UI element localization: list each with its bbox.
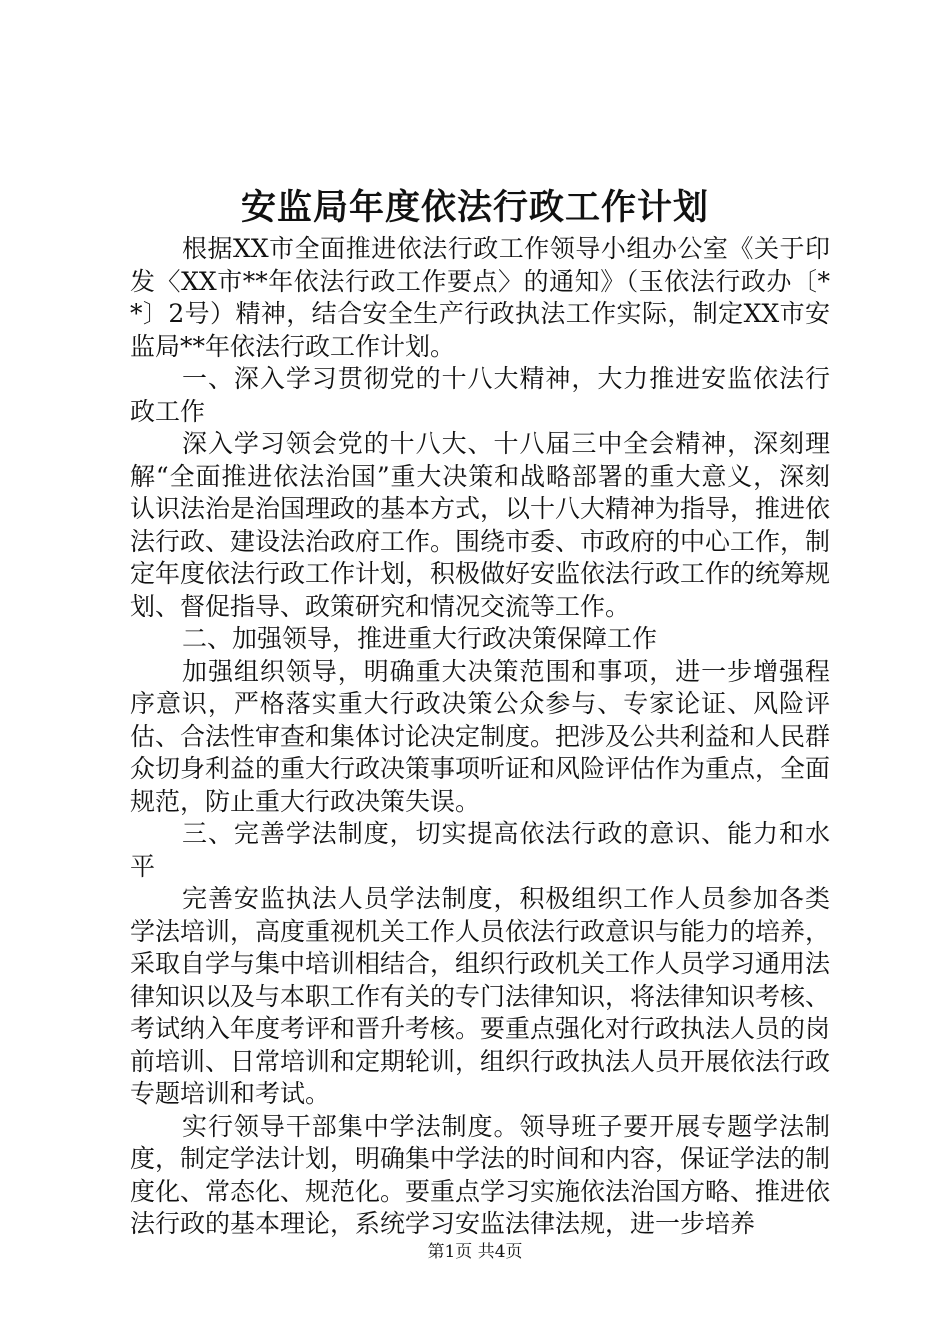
page-footer: 第1页 共4页 (427, 1242, 523, 1262)
section-paragraph-3b: 实行领导干部集中学法制度。领导班子要开展专题学法制度，制定学法计划，明确集中学法的时间和内容，保证学法的制度化、常态化、规范化。要重点学习实施依法治国方略、推进依法行政的基本理论，系统学习安监法律法规，进一步培养 (130, 1111, 831, 1238)
section-heading-3: 三、完善学法制度，切实提高依法行政的意识、能力和水平 (130, 819, 830, 881)
intro-paragraph: 根据XX市全面推进依法行政工作领导小组办公室《关于印发〈XX市**年依法行政工作要点〉的通知》（玉依法行政办〔**〕2号）精神，结合安全生产行政执法工作实际，制定XX市安监局**年依法行政工作计划。 (130, 234, 830, 361)
section-paragraph-2: 加强组织领导，明确重大决策范围和事项，进一步增强程序意识，严格落实重大行政决策公众参与、专家论证、风险评估、合法性审查和集体讨论决定制度。把涉及公共利益和人民群众切身利益的重大行政决策事项听证和风险评估作为重点，全面规范，防止重大行政决策失误。 (130, 656, 831, 816)
section-heading-2: 二、加强领导，推进重大行政决策保障工作 (182, 624, 658, 653)
document-title: 安监局年度依法行政工作计划 (240, 187, 709, 228)
section-paragraph-1: 深入学习领会党的十八大、十八届三中全会精神，深刻理解“全面推进依法治国”重大决策和战略部署的重大意义，深刻认识法治是治国理政的基本方式，以十八大精神为指导，推进依法行政、建设法治政府工作。围绕市委、市政府的中心工作，制定年度依法行政工作计划，积极做好安监依法行政工作的统筹规划、督促指导、政策研究和情况交流等工作。 (130, 429, 831, 621)
section-paragraph-3a: 完善安监执法人员学法制度，积极组织工作人员参加各类学法培训，高度重视机关工作人员依法行政意识与能力的培养，采取自学与集中培训相结合，组织行政机关工作人员学习通用法律知识以及与本职工作有关的专门法律知识，将法律知识考核、考试纳入年度考评和晋升考核。要重点强化对行政执法人员的岗前培训、日常培训和定期轮训，组织行政执法人员开展依法行政专题培训和考试。 (130, 884, 831, 1108)
document-body (130, 233, 830, 1241)
section-heading-1: 一、深入学习贯彻党的十八大精神，大力推进安监依法行政工作 (130, 364, 830, 426)
